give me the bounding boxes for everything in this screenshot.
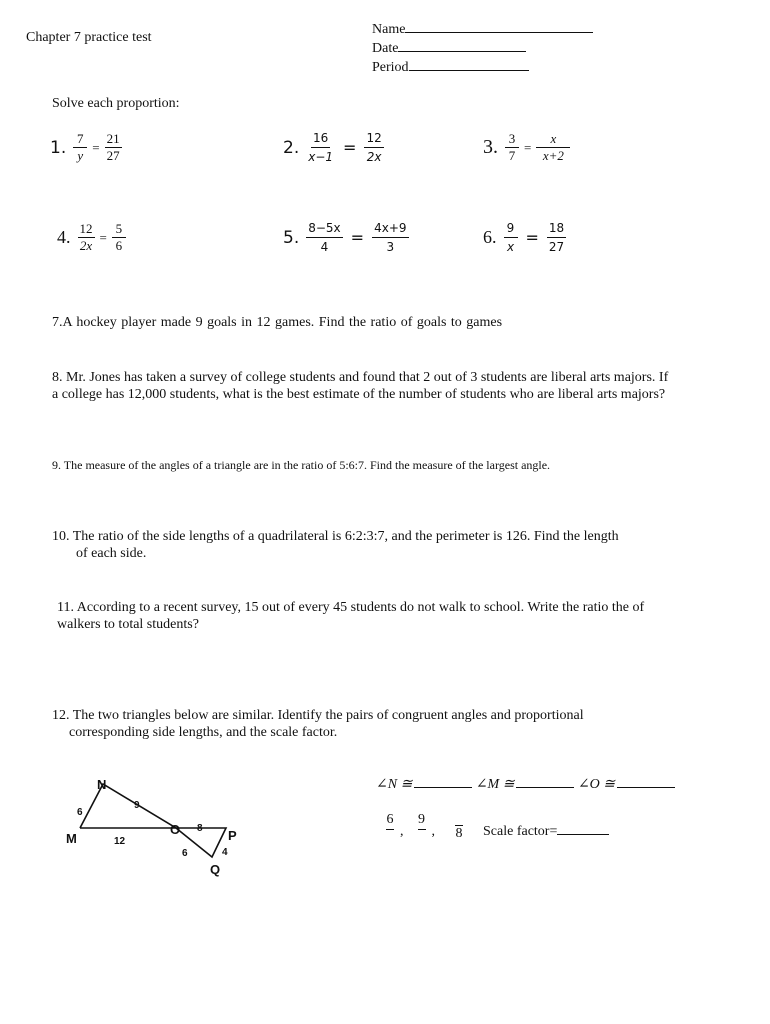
- numerator: 18: [547, 220, 566, 238]
- problem-number: 4.: [57, 227, 71, 247]
- numerator: 21: [106, 131, 120, 146]
- ratio-2-numerator: 9: [418, 812, 425, 827]
- equals-sign: =: [99, 229, 107, 245]
- denominator: 7: [508, 148, 516, 163]
- question-12-line-1: 12. The two triangles below are similar. Identify the pairs of congruent angles and proportional: [52, 708, 584, 723]
- denominator: 4: [320, 240, 329, 254]
- equals-sign: =: [524, 139, 532, 155]
- denominator: 27: [106, 148, 120, 163]
- numerator: 3: [505, 132, 519, 148]
- test-title: Chapter 7 practice test: [26, 30, 152, 45]
- question-10-line-1: 10. The ratio of the side lengths of a quadrilateral is 6:2:3:7, and the perimeter is 126. Find the length: [52, 529, 619, 544]
- period-field[interactable]: [372, 58, 593, 77]
- equals-sign: =: [92, 139, 100, 155]
- numerator: 8−5x: [306, 220, 342, 238]
- vertex-q-label: Q: [210, 862, 221, 877]
- numerator: x: [536, 132, 570, 148]
- denominator: 2x: [366, 150, 382, 164]
- scale-factor-field[interactable]: [483, 823, 609, 840]
- problem-1: [50, 132, 122, 163]
- question-7: 7.A hockey player made 9 goals in 12 games. Find the ratio of goals to games: [52, 315, 503, 330]
- side-mn-length: 6: [77, 807, 83, 818]
- question-10-line-2: of each side.: [76, 546, 147, 561]
- vertex-o-label: O: [170, 822, 181, 837]
- numerator: 12: [79, 221, 93, 236]
- numerator: 5: [112, 222, 126, 238]
- question-8-line-1: 8. Mr. Jones has taken a survey of college students and found that 2 out of 3 students are liberal arts majors. If: [52, 370, 669, 385]
- question-11-line-1: 11. According to a recent survey, 15 out of every 45 students do not walk to school. Write the ratio the of: [57, 600, 645, 615]
- problem-number: 3.: [483, 136, 498, 158]
- denominator: x−1: [308, 150, 334, 164]
- angle-n-label: ∠N ≅: [376, 777, 413, 792]
- question-12-line-2: corresponding side lengths, and the scale factor.: [69, 725, 338, 740]
- ratio-2[interactable]: [418, 812, 426, 830]
- name-field[interactable]: [372, 20, 593, 39]
- instructions: Solve each proportion:: [52, 96, 180, 111]
- side-op-length: 8: [197, 823, 203, 834]
- angle-m-blank[interactable]: [516, 776, 574, 788]
- period-label: Period: [372, 60, 409, 75]
- angle-m-label: ∠M ≅: [475, 777, 515, 792]
- comma: ,: [431, 824, 435, 839]
- question-9: 9. The measure of the angles of a triangle are in the ratio of 5:6:7. Find the measure of the largest angle.: [52, 458, 551, 472]
- ratio-1[interactable]: [386, 812, 394, 830]
- numerator: 12: [364, 130, 383, 148]
- vertex-n-label: N: [97, 777, 107, 792]
- ratio-3[interactable]: [455, 818, 463, 841]
- denominator: x+2: [542, 148, 564, 163]
- problem-4: [57, 222, 126, 253]
- proportional-sides-row: [386, 812, 463, 841]
- denominator: 2x: [79, 238, 93, 253]
- problem-3: [483, 132, 570, 163]
- numerator: 16: [311, 130, 330, 148]
- side-no-length: 9: [134, 800, 140, 811]
- vertex-m-label: M: [66, 831, 77, 846]
- denominator: y: [77, 148, 84, 163]
- problem-2: [283, 130, 384, 165]
- equals-sign: =: [350, 228, 365, 247]
- triangle-mno: [80, 784, 176, 828]
- problem-5: [283, 220, 409, 255]
- side-pq-length: 4: [222, 847, 228, 858]
- denominator: x: [506, 240, 515, 254]
- ratio-3-denominator: 8: [455, 826, 463, 841]
- angle-n-blank[interactable]: [414, 776, 472, 788]
- vertex-p-label: P: [228, 828, 237, 843]
- angle-o-label: ∠O ≅: [577, 777, 616, 792]
- question-11: [57, 599, 644, 633]
- comma: ,: [400, 824, 404, 839]
- name-label: Name: [372, 22, 406, 37]
- question-8: [52, 369, 668, 403]
- problem-number: 6.: [483, 227, 497, 247]
- date-label: Date: [372, 41, 399, 56]
- problem-number: 5.: [283, 227, 300, 248]
- ratio-1-numerator: 6: [386, 812, 394, 827]
- equals-sign: =: [525, 228, 539, 247]
- question-8-line-2: a college has 12,000 students, what is the best estimate of the number of students who are liberal arts majors?: [52, 387, 666, 402]
- similar-triangles-figure: [60, 770, 260, 882]
- denominator: 27: [548, 240, 565, 254]
- denominator: 6: [115, 238, 123, 253]
- problem-number: 2.: [283, 137, 300, 158]
- side-mo-length: 12: [114, 836, 126, 847]
- problem-number: 1.: [50, 137, 67, 158]
- congruent-angles-row: [376, 776, 675, 793]
- numerator: 9: [504, 220, 518, 238]
- question-11-line-2: walkers to total students?: [57, 617, 199, 632]
- equals-sign: =: [343, 138, 357, 157]
- question-10: [52, 528, 619, 562]
- student-info: [372, 20, 593, 77]
- angle-o-blank[interactable]: [617, 776, 675, 788]
- date-field[interactable]: [372, 39, 593, 58]
- side-oq-length: 6: [182, 848, 188, 859]
- numerator: 7: [73, 132, 87, 148]
- scale-factor-label: Scale factor=: [483, 824, 558, 839]
- question-12: [52, 707, 584, 741]
- denominator: 3: [386, 240, 395, 254]
- scale-factor-blank[interactable]: [557, 823, 609, 835]
- problem-6: [483, 220, 566, 255]
- numerator: 4x+9: [372, 220, 408, 238]
